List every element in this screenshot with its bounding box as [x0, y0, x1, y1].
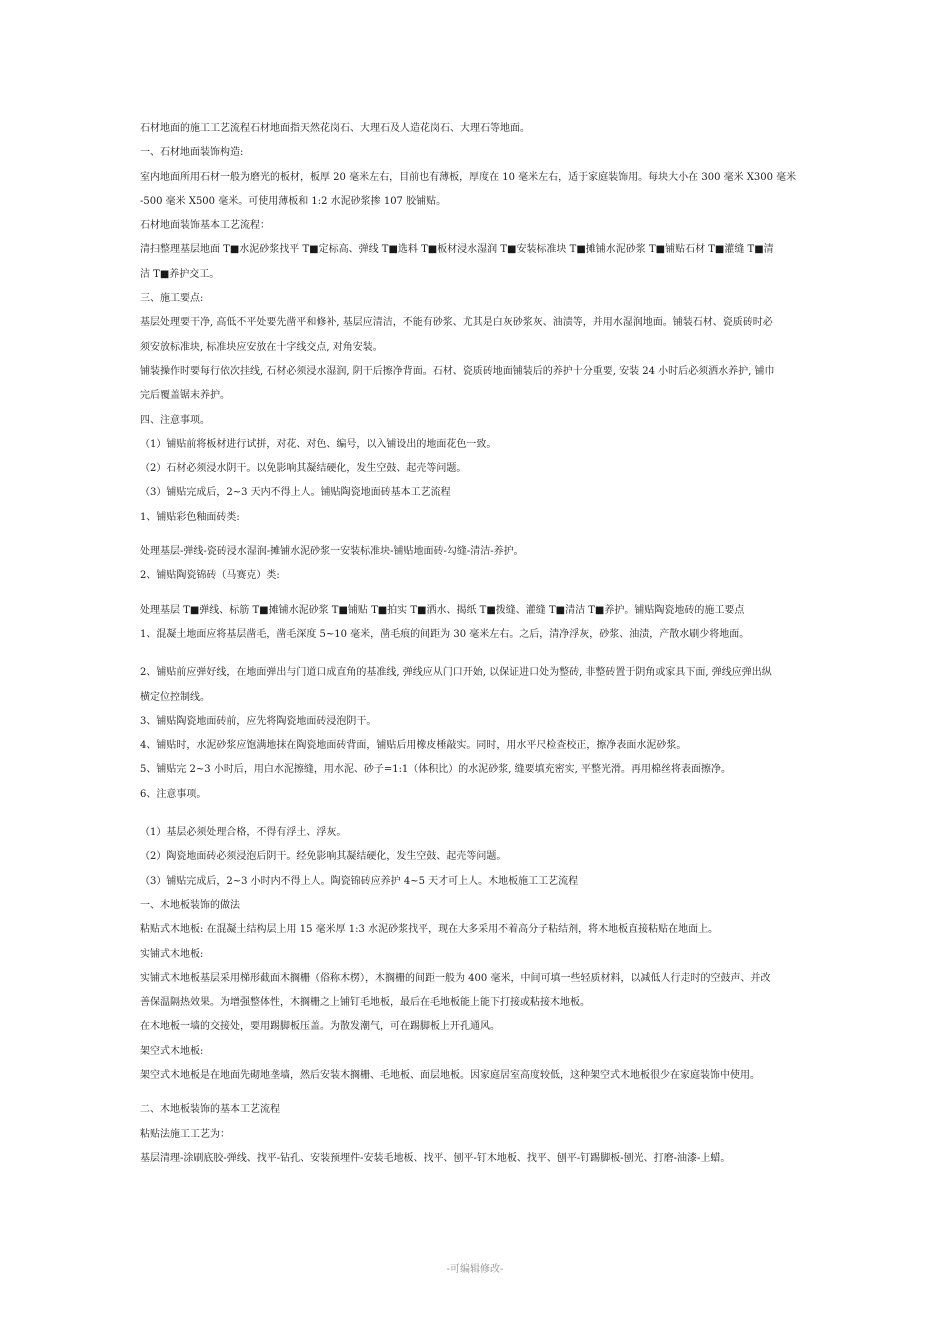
footer-note: -可编辑修改- — [446, 1264, 504, 1275]
paragraph-line: 善保温隔热效果。为增强整体性，木搁栅之上铺钉毛地板，最后在毛地板能上能下打接或粘接木地板。 — [140, 997, 590, 1009]
paragraph-line: 须安放标准块, 标准块应安放在十字线交点, 对角安装。 — [140, 341, 383, 353]
paragraph-line: 横定位控制线。 — [140, 691, 210, 703]
paragraph-line: 基层处理要干净, 高低不平处要先凿平和修补, 基层应清洁，不能有砂浆、尤其是白灰砂浆灰、油渍等，并用水湿润地面。铺装石材、瓷质砖时必 — [140, 317, 773, 329]
paragraph-line: 粘贴式木地板: 在混凝土结构层上用 15 毫米厚 1:3 水泥砂浆找平，现在大多采用不着高分子粘结剂，将木地板直接粘贴在地面上。 — [140, 924, 719, 936]
section-heading: 二、木地板装饰的基本工艺流程 — [140, 1104, 280, 1116]
document-body — [140, 117, 812, 1171]
section-heading: 粘贴法施工工艺为： — [140, 1128, 230, 1140]
section-heading: 石材地面装饰基本工艺流程： — [140, 220, 270, 232]
section-heading: 一、木地板装饰的做法 — [140, 899, 240, 911]
list-item: （1）铺贴前将板材进行试拼，对花、对色、编号，以入铺设出的地面花色一致。 — [140, 438, 497, 450]
section-heading: 三、施工要点: — [140, 293, 204, 305]
paragraph-line: 架空式木地板是在地面先砌地垄墙，然后安装木搁栅、毛地板、面层地板。因家庭居室高度较低，这种架空式木地板很少在家庭装饰中使用。 — [140, 1069, 760, 1081]
section-heading: 2、铺贴陶瓷锦砖（马赛克）类: — [140, 570, 280, 582]
list-item: 4、铺贴时，水泥砂浆应饱满地抹在陶瓷地面砖背面，铺贴后用橡皮棰敲实。同时，用水平尺检查校正，擦净表面水泥砂浆。 — [140, 740, 687, 752]
paragraph-line: 实铺式木地板基层采用梯形截面木搁栅（俗称木楞），木搁栅的间距一般为 400 毫米，中间可填一些轻质材料，以减低人行走时的空鼓声、并改 — [140, 972, 771, 984]
paragraph-line: -500 毫米 X500 毫米。可使用薄板和 1:2 水泥砂浆掺 107 胶铺贴。 — [140, 195, 447, 207]
list-item: （2）石材必须浸水阴干。以免影响其凝结硬化，发生空鼓、起壳等问题。 — [140, 463, 467, 475]
list-item: 1、混凝土地面应将基层凿毛，凿毛深度 5~10 毫米，凿毛痕的间距为 30 毫米左右。之后，清净浮灰，砂浆、油渍，产散水刷少将地面。 — [140, 628, 750, 640]
paragraph-line: 室内地面所用石材一般为磨光的板材，板厚 20 毫米左右，目前也有薄板，厚度在 10 毫米左右，适于家庭装饰用。每块大小在 300 毫米 X300 毫米 — [140, 171, 797, 183]
paragraph-line: 洁 T■养护交工。 — [140, 268, 220, 280]
paragraph-line: 在木地板一墙的交接处，要用踢脚板压盖。为散发潮气，可在踢脚板上开孔通风。 — [140, 1021, 500, 1033]
section-heading: 架空式木地板: — [140, 1045, 204, 1057]
list-item: （3）铺贴完成后，2~3 小时内不得上人。陶瓷锦砖应养护 4~5 天才可上人。木地板施工工艺流程 — [140, 875, 579, 887]
list-item: （1）基层必须处理合格，不得有浮土、浮灰。 — [140, 827, 347, 839]
paragraph-line: 完后覆盖锯末养护。 — [140, 390, 230, 402]
page-footer — [0, 1263, 950, 1277]
intro-line: 石材地面的施工工艺流程石材地面指天然花岗石、大理石及人造花岗石、大理石等地面。 — [140, 123, 530, 134]
list-item: （2）陶瓷地面砖必须浸泡后阴干。经免影响其凝结硬化，发生空鼓、起壳等问题。 — [140, 851, 507, 863]
section-heading: 6、注意事项。 — [140, 788, 207, 800]
list-item: 5、铺贴完 2~3 小时后，用白水泥擦缝，用水泥、砂子=1:1（体积比）的水泥砂浆, 缝要填充密实, 平整光滑。再用棉丝将表面擦净。 — [140, 764, 732, 776]
list-item: （3）铺贴完成后，2~3 天内不得上人。铺贴陶瓷地面砖基本工艺流程 — [140, 487, 451, 499]
section-heading: 1、铺贴彩色釉面砖类: — [140, 511, 240, 523]
list-item: 3、铺贴陶瓷地面砖前，应先将陶瓷地面砖浸泡阴干。 — [140, 715, 377, 727]
paragraph-line: 铺装操作时要每行依次挂线, 石材必须浸水湿润, 阴干后擦净背面。石材、瓷质砖地面铺装后的养护十分重要, 安装 24 小时后必须洒水养护, 铺巾 — [140, 365, 775, 377]
paragraph-line: 清扫整理基层地面 T■水泥砂浆找平 T■定标高、弹线 T■选料 T■板材浸水湿润 T■安装标准块 T■摊铺水泥砂浆 T■铺贴石材 T■灌缝 T■清 — [140, 244, 774, 256]
paragraph-line: 处理基层 T■弹线、标筋 T■摊铺水泥砂浆 T■铺贴 T■拍实 T■洒水、揭纸 T■拨缝、灌缝 T■清洁 T■养护。铺贴陶瓷地砖的施工要点 — [140, 604, 745, 616]
section-heading: 实铺式木地板: — [140, 948, 204, 960]
list-item: 2、铺贴前应弹好线，在地面弹出与门道口成直角的基准线, 弹线应从门口开始, 以保证进口处为整砖, 非整砖置于阴角或家具下面, 弹线应弹出纵 — [140, 667, 772, 679]
paragraph-line: 处理基层-弹线-瓷砖浸水湿润-摊铺水泥砂浆一安装标准块-铺贴地面砖-勾缝-清洁-养护。 — [140, 546, 524, 558]
section-heading: 四、注意事项。 — [140, 414, 210, 426]
section-heading: 一、石材地面装饰构造: — [140, 147, 244, 159]
paragraph-line: 基层清理-涂刷底胶-弹线、找平-钻孔、安装预埋件-安装毛地板、找平、刨平-钉木地板、找平、刨平-钉踢脚板-刨光、打磨-油漆-上蜡。 — [140, 1152, 731, 1164]
